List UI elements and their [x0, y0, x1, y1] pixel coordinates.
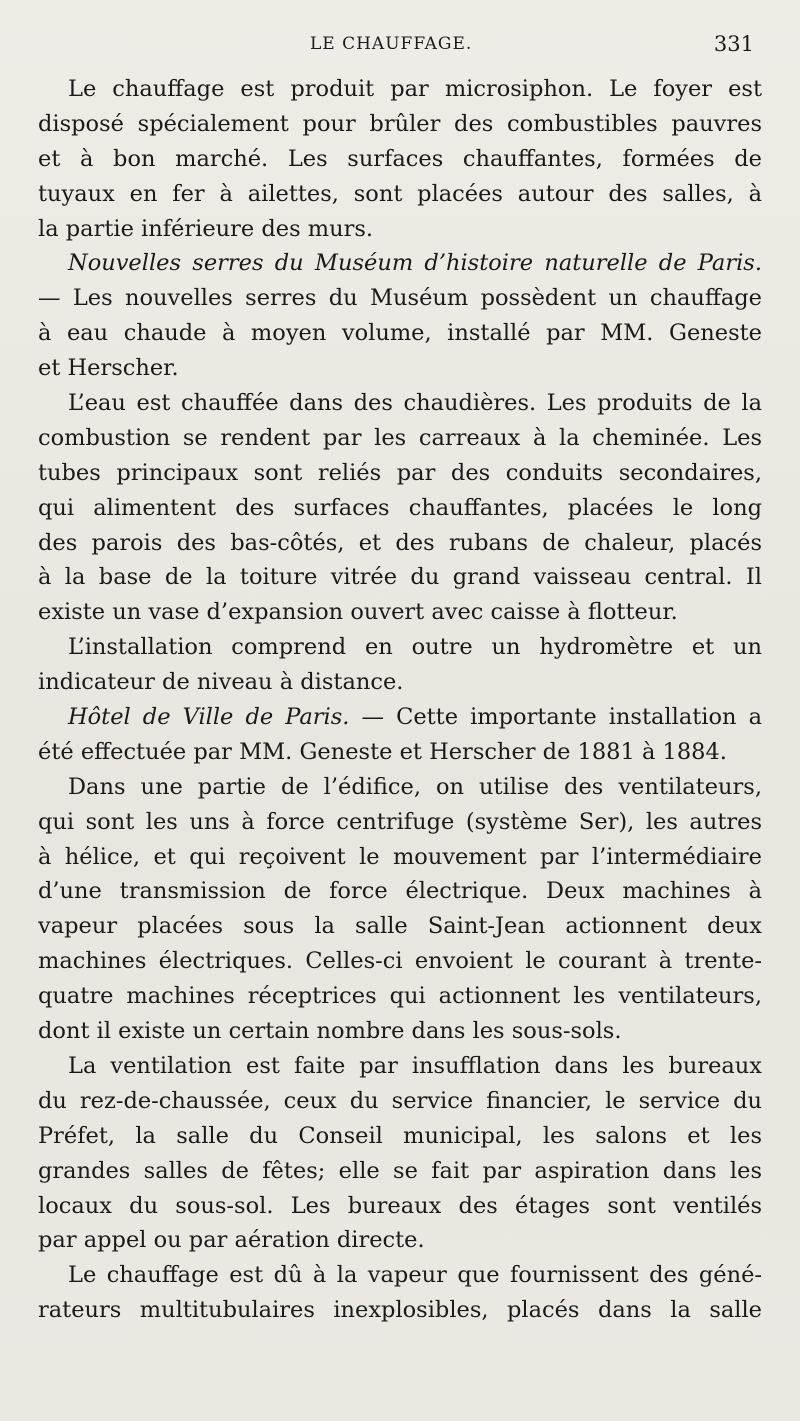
text-line: Dans une partie de l’édifice, on utilise des ventilateurs,: [68, 773, 762, 800]
page-header: [0, 32, 800, 62]
text-line: L’eau est chauffée dans des chaudières. Les produits de la: [68, 390, 762, 417]
text-line: L’installation comprend en outre un hydromètre et un: [68, 634, 762, 661]
text-line: été effectuée par MM. Geneste et Herscher de 1881 à 1884.: [38, 738, 727, 765]
text-line: [38, 700, 762, 735]
text-line: — Les nouvelles serres du Muséum possèdent un chauffage: [38, 285, 762, 312]
text-line: à la base de la toiture vitrée du grand vaisseau central. Il: [38, 564, 762, 591]
text-line: à hélice, et qui reçoivent le mouvement par l’intermédiaire: [38, 843, 762, 870]
paragraph: [38, 700, 762, 770]
text-line: locaux du sous-sol. Les bureaux des étages sont ventilés: [38, 1192, 762, 1219]
paragraph: [38, 72, 762, 246]
text-line: existe un vase d’expansion ouvert avec caisse à flotteur.: [38, 599, 678, 626]
text-line: grandes salles de fêtes; elle se fait par aspiration dans les: [38, 1157, 762, 1184]
text-line: machines électriques. Celles-ci envoient le courant à trente-: [38, 948, 762, 975]
text-line: rateurs multitubulaires inexplosibles, placés dans la salle: [38, 1297, 762, 1324]
text-line: des parois des bas-côtés, et des rubans de chaleur, placés: [38, 529, 762, 556]
text-line: indicateur de niveau à distance.: [38, 669, 404, 696]
body-text: [38, 72, 762, 1328]
text-line: disposé spécialement pour brûler des combustibles pauvres: [38, 110, 762, 137]
text-line: quatre machines réceptrices qui actionnent les ventilateurs,: [38, 983, 762, 1010]
text-line: vapeur placées sous la salle Saint-Jean actionnent deux: [38, 913, 762, 940]
text-line: tuyaux en fer à ailettes, sont placées autour des salles, à: [38, 180, 762, 207]
text-line: et Herscher.: [38, 355, 179, 382]
running-title: LE CHAUFFAGE.: [310, 34, 473, 54]
text-line: dont il existe un certain nombre dans les sous-sols.: [38, 1018, 622, 1045]
paragraph: [38, 246, 762, 386]
text-line: et à bon marché. Les surfaces chauffantes, formées de: [38, 145, 762, 172]
section-heading: Hôtel de Ville de Paris.: [68, 704, 350, 731]
paragraph: [38, 1258, 762, 1328]
text-line: Le chauffage est produit par microsiphon. Le foyer est: [68, 76, 762, 102]
text-line: du rez-de-chaussée, ceux du service financier, le service du: [38, 1087, 762, 1114]
text-line: tubes principaux sont reliés par des conduits secondaires,: [38, 459, 762, 486]
text-line: la partie inférieure des murs.: [38, 215, 374, 242]
text-line: qui alimentent des surfaces chauffantes, placées le long: [38, 494, 762, 521]
paragraph: [38, 630, 762, 700]
heading-continuation: — Cette importante installation a: [349, 704, 762, 731]
paragraph: [38, 386, 762, 630]
text-line: La ventilation est faite par insufflation dans les bureaux: [68, 1052, 762, 1079]
paragraph: [38, 1049, 762, 1258]
text-line: à eau chaude à moyen volume, installé par MM. Geneste: [38, 320, 762, 347]
text-line: combustion se rendent par les carreaux à la cheminée. Les: [38, 424, 762, 451]
text-line: Le chauffage est dû à la vapeur que fournissent des géné-: [68, 1262, 762, 1289]
text-line: qui sont les uns à force centrifuge (système Ser), les autres: [38, 808, 762, 835]
paragraph: [38, 770, 762, 1049]
page-number: 331: [713, 32, 754, 56]
text-line: Préfet, la salle du Conseil municipal, les salons et les: [38, 1122, 762, 1149]
text-line: par appel ou par aération directe.: [38, 1227, 425, 1254]
section-heading: Nouvelles serres du Muséum d’histoire naturelle de Paris.: [68, 250, 762, 277]
text-line: d’une transmission de force électrique. Deux machines à: [38, 878, 762, 905]
